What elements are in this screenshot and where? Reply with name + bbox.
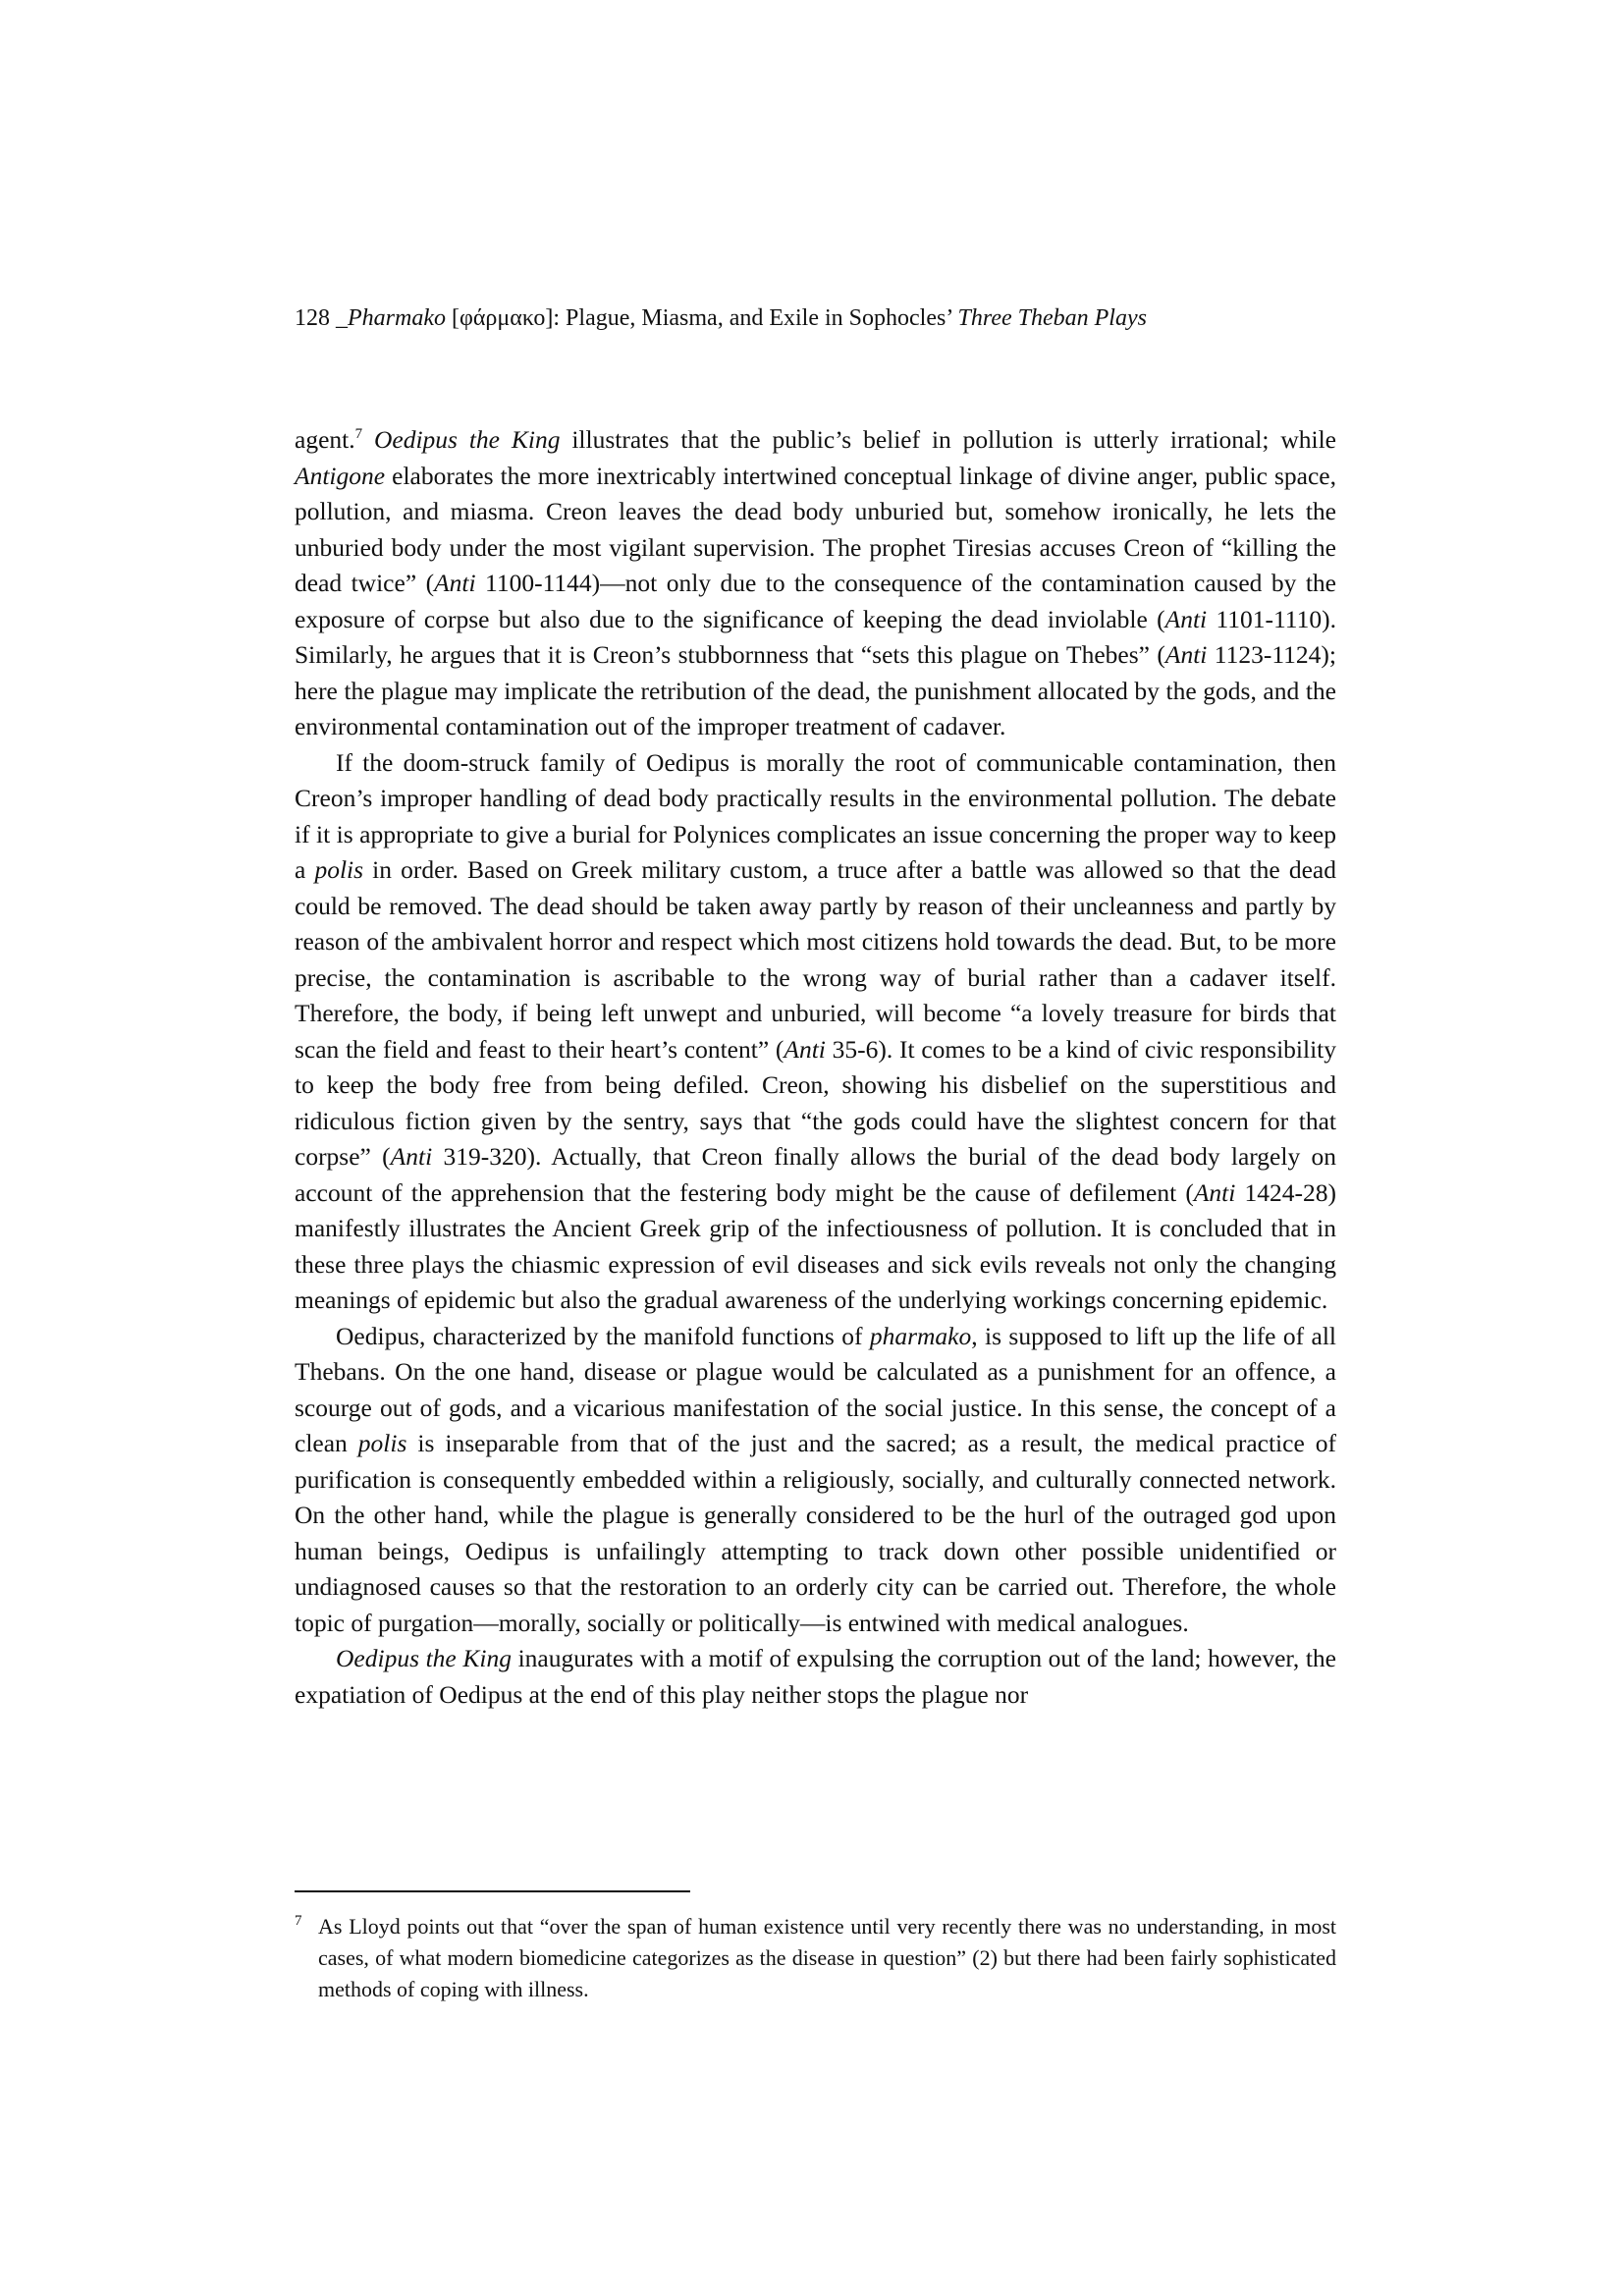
footnote bbox=[295, 1911, 1336, 2005]
footnote-reference: 7 bbox=[354, 426, 363, 442]
running-head-italic-title: Pharmako bbox=[348, 305, 446, 331]
paragraph-2 bbox=[295, 745, 1336, 1319]
text-run: illustrates that the public’s belief in pollution is utterly irrational; while bbox=[560, 425, 1336, 454]
text-run: elaborates the more inextricably intertwined conceptual linkage of divine anger, public space, pollution, and miasma. Creon leaves the dead body unburied but, somehow ironically, he lets the unburied body under the most vigilant supervision. The prophet Tiresias accuses Creon of “killing the dead twice” ( bbox=[295, 461, 1336, 597]
text-run: , is supposed to lift up the life of all Thebans. On the one hand, disease or plague would be calculated as a punishment for an offence, a scourge out of gods, and a vicarious manifestation of the social justice. In this sense, the concept of a clean bbox=[295, 1321, 1337, 1457]
running-head-italic-work: Three Theban Plays bbox=[957, 305, 1147, 331]
text-run: is inseparable from that of the just and the sacred; as a result, the medical practice of purification is consequently embedded within a religiously, socially, and culturally connected network. On the other hand, while the plague is generally considered to be the hurl of the outraged god upon human beings, Oedipus is unfailingly attempting to track down other possible unidentified or undiagnosed causes so that the restoration to an orderly city can be carried out. Therefore, the whole topic of purgation—morally, socially or politically—is entwined with medical analogues. bbox=[295, 1429, 1336, 1637]
running-head-separator: _ bbox=[336, 305, 348, 331]
italic-run: Oedipus the King bbox=[336, 1644, 512, 1672]
italic-run: Anti bbox=[1164, 604, 1208, 633]
footnote-mark: 7 bbox=[295, 1913, 302, 1929]
text-run: 1424-28) manifestly illustrates the Ancient Greek grip of the infectiousness of pollution. It is concluded that in these three plays the chiasmic expression of evil diseases and sick evils reveals not only the changing meanings of epidemic but also the gradual awareness of the underlying workings concerning epidemic. bbox=[295, 1177, 1336, 1314]
italic-run: Anti bbox=[434, 569, 476, 597]
text-run: agent. bbox=[295, 425, 355, 454]
italic-run: Anti bbox=[1193, 1177, 1236, 1207]
paragraph-3 bbox=[295, 1319, 1336, 1642]
text-run: inaugurates with a motif of expulsing the corruption out of the land; however, the expatiation of Oedipus at the end of this play neither stops the plague nor bbox=[295, 1644, 1336, 1709]
text-run: 1101-1110). Similarly, he argues that it is Creon’s stubbornness that “sets this plague on Thebes” ( bbox=[295, 604, 1336, 669]
italic-run: Anti bbox=[1164, 640, 1208, 669]
running-head-subtitle: [φάρμακο]: Plague, Miasma, and Exile in Sophocles’ bbox=[445, 305, 958, 331]
paragraph-4 bbox=[295, 1641, 1336, 1713]
paragraph-1 bbox=[295, 422, 1336, 745]
footnote-text: As Lloyd points out that “over the span of human existence until very recently there was no understanding, in most cases, of what modern biomedicine categorizes as the disease in question” (2) but there had been fairly sophisticated methods of coping with illness. bbox=[318, 1914, 1336, 2001]
italic-run: polis bbox=[314, 855, 364, 884]
italic-run: pharmako bbox=[869, 1321, 972, 1350]
italic-run: Antigone bbox=[295, 461, 386, 490]
text-run: 1100-1144)—not only due to the consequence of the contamination caused by the exposure of corpse but also due to the significance of keeping the dead inviolable ( bbox=[295, 569, 1336, 633]
text-run: If the doom-struck family of Oedipus is morally the root of communicable contamination, then Creon’s improper handling of dead body practically results in the environmental pollution. The debate if it is appropriate to give a burial for Polynices complicates an issue concerning the proper way to keep a bbox=[295, 747, 1336, 884]
italic-run: Anti bbox=[390, 1142, 433, 1171]
footnote-divider bbox=[295, 1890, 690, 1892]
italic-run: Oedipus the King bbox=[373, 425, 561, 454]
text-run bbox=[362, 425, 374, 454]
text-run: 1123-1124); here the plague may implicate the retribution of the dead, the punishment allocated by the gods, and the environmental contamination out of the improper treatment of cadaver. bbox=[295, 640, 1336, 740]
italic-run: polis bbox=[357, 1429, 407, 1457]
text-run: Oedipus, characterized by the manifold functions of bbox=[336, 1321, 870, 1350]
italic-run: Anti bbox=[784, 1034, 826, 1064]
text-run: 319-320). Actually, that Creon finally allows the burial of the dead body largely on account of the apprehension that the festering body might be the cause of defilement ( bbox=[295, 1142, 1336, 1207]
running-head bbox=[295, 302, 1335, 334]
text-run: in order. Based on Greek military custom, a truce after a battle was allowed so that the dead could be removed. The dead should be taken away partly by reason of their uncleanness and partly by reason of the ambivalent horror and respect which most citizens hold towards the dead. But, to be more precise, the contamination is ascribable to the wrong way of burial rather than a cadaver itself. Therefore, the body, if being left unwept and unburied, will become “a lovely treasure for birds that scan the field and feast to their heart’s content” ( bbox=[295, 855, 1336, 1064]
text-run: 35-6). It comes to be a kind of civic responsibility to keep the body free from being defiled. Creon, showing his disbelief on the superstitious and ridiculous fiction given by the sentry, says that “the gods could have the slightest concern for that corpse” ( bbox=[295, 1034, 1337, 1171]
page-number: 128 bbox=[295, 305, 330, 331]
body-text bbox=[295, 422, 1336, 1713]
